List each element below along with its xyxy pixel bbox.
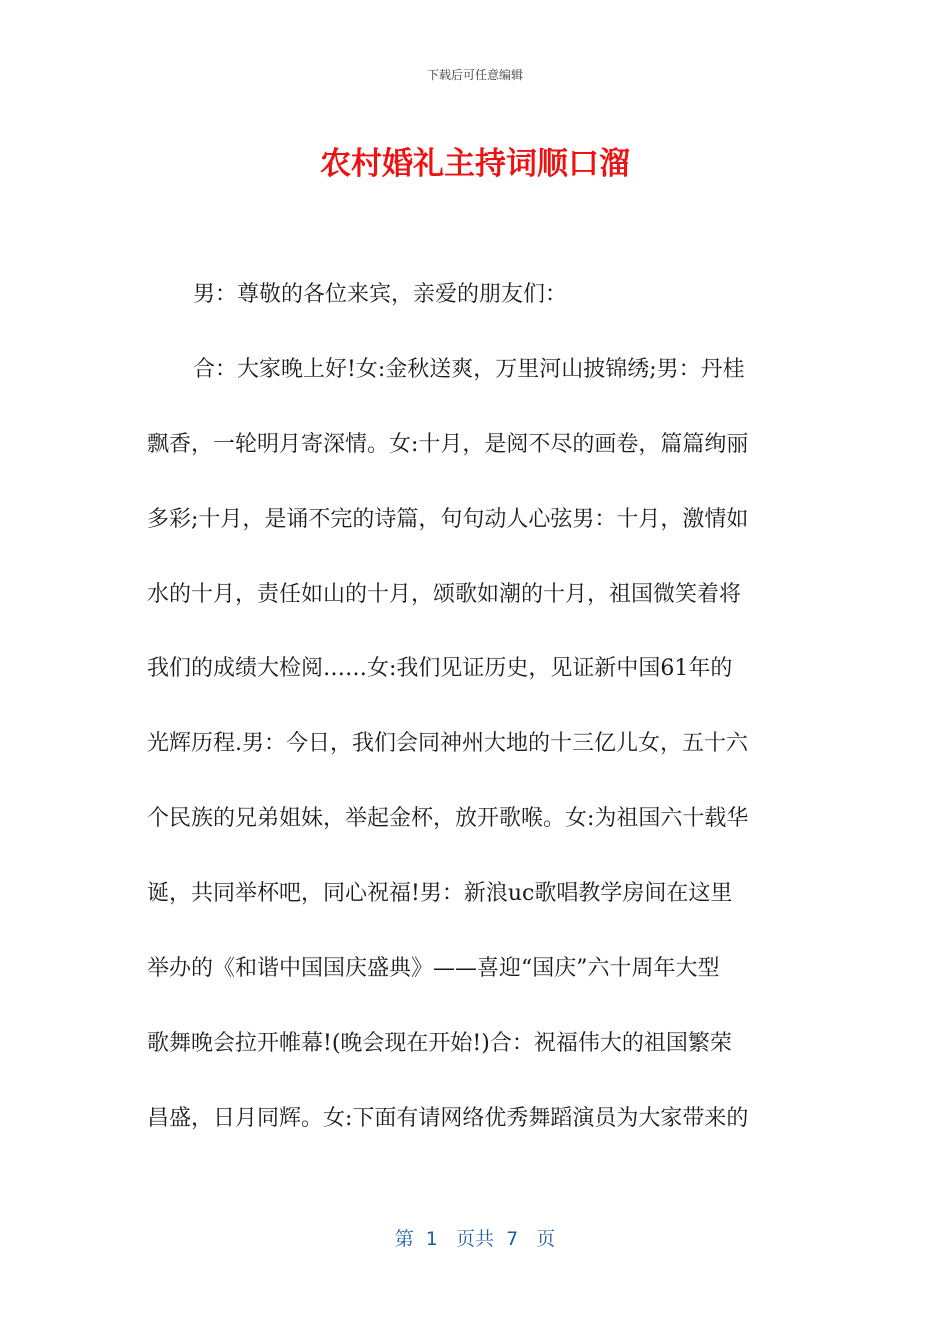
document-title: 农村婚礼主持词顺口溜 [320, 146, 630, 182]
paragraph-line: 合：大家晚上好!女:金秋送爽，万里河山披锦绣;男：丹桂 [193, 356, 745, 382]
page-number-footer: 第 1 页共 7 页 [394, 1228, 556, 1250]
paragraph-line: 飘香，一轮明月寄深情。女:十月，是阅不尽的画卷，篇篇绚丽 [147, 431, 749, 457]
document-body [147, 258, 803, 1157]
paragraph-line: 多彩;十月，是诵不完的诗篇，句句动人心弦男：十月，激情如 [147, 506, 749, 532]
paragraph-line: 光辉历程.男：今日，我们会同神州大地的十三亿儿女，五十六 [147, 731, 748, 757]
paragraph-line: 诞，共同举杯吧，同心祝福!男：新浪uc歌唱教学房间在这里 [147, 881, 733, 907]
paragraph-line: 昌盛，日月同辉。女:下面有请网络优秀舞蹈演员为大家带来的 [147, 1105, 749, 1131]
paragraph-line: 举办的《和谐中国国庆盛典》——喜迎“国庆”六十周年大型 [147, 956, 720, 982]
paragraph-line: 水的十月，责任如山的十月，颂歌如潮的十月，祖国微笑着将 [147, 581, 742, 607]
paragraph-line: 歌舞晚会拉开帷幕!(晚会现在开始!)合：祝福伟大的祖国繁荣 [147, 1030, 732, 1056]
paragraph-line: 我们的成绩大检阅……女:我们见证历史，见证新中国61年的 [147, 656, 733, 682]
paragraph-line: 个民族的兄弟姐妹，举起金杯，放开歌喉。女:为祖国六十载华 [147, 806, 749, 832]
paragraph-line: 男：尊敬的各位来宾，亲爱的朋友们： [193, 282, 568, 307]
header-note: 下载后可任意编辑 [426, 68, 523, 82]
